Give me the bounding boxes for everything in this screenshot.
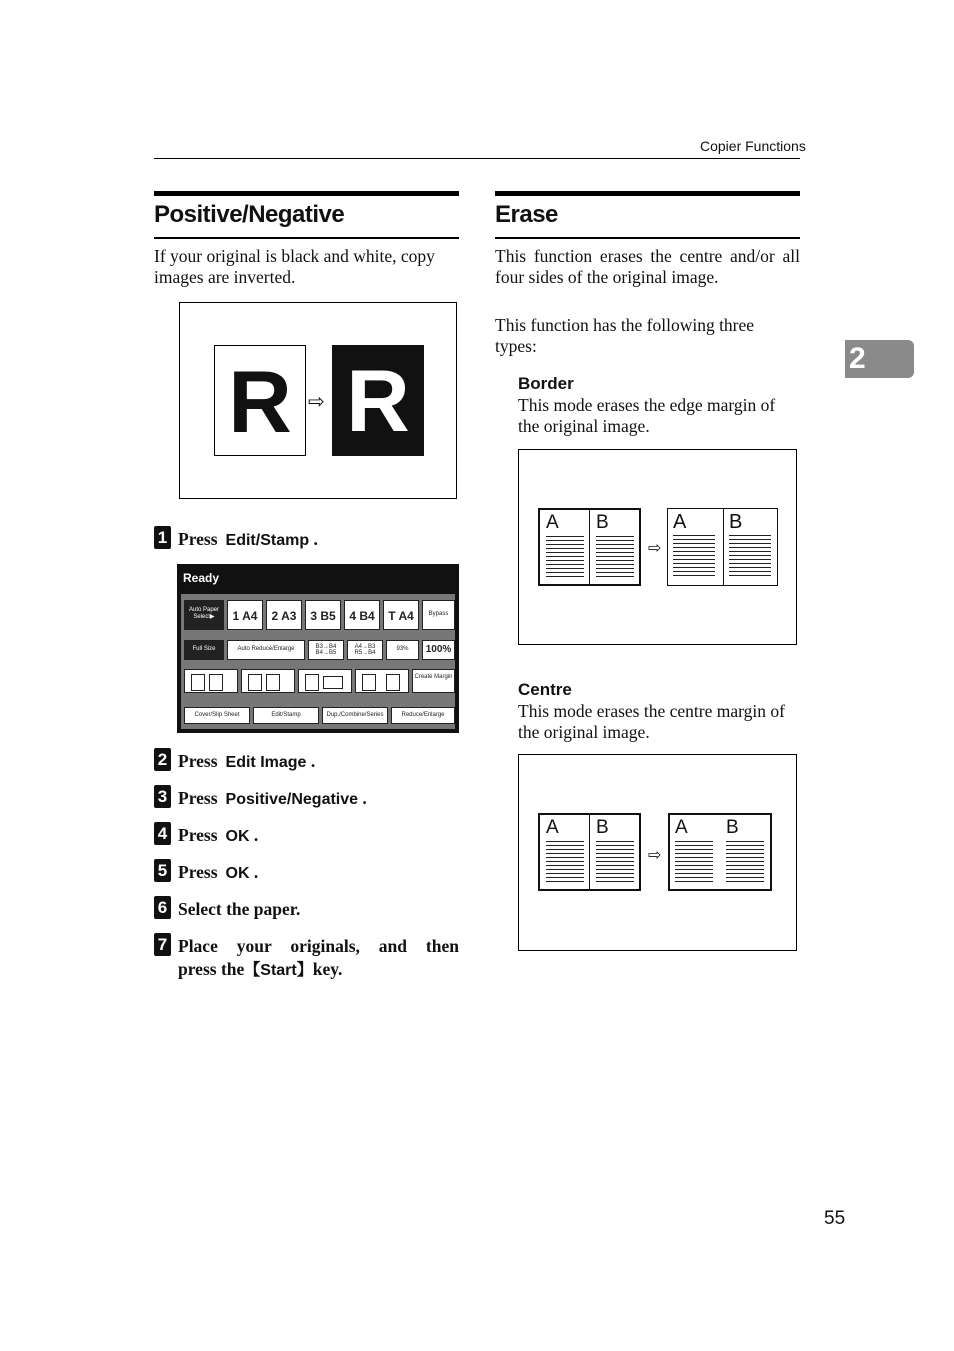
step-number: 3 <box>154 785 171 808</box>
step-suffix: . <box>310 751 316 771</box>
original-page <box>214 345 306 456</box>
section-title-rule <box>154 237 459 239</box>
auto-reduce-enlarge-button[interactable]: Auto Reduce/Enlarge <box>227 640 305 660</box>
step-number: 5 <box>154 859 171 882</box>
erase-intro: This function erases the centre and/or all four sides of the original image. <box>495 246 800 287</box>
step-number: 7 <box>154 933 171 956</box>
letter-b: B <box>596 817 609 838</box>
centre-erased-book <box>668 813 772 891</box>
copier-control-panel <box>177 564 459 733</box>
step-text: Press <box>178 529 218 549</box>
positive-negative-figure <box>179 302 457 499</box>
ratio-100-button[interactable]: 100% <box>422 640 455 660</box>
letter-a: A <box>546 512 559 533</box>
centre-figure <box>518 754 797 951</box>
original-letter: R <box>228 352 292 451</box>
step-number: 1 <box>154 526 171 549</box>
tray-1-button[interactable]: 1 A4 <box>227 600 263 630</box>
arrow-icon: ⇨ <box>648 540 662 557</box>
duplex-2-icon[interactable] <box>241 669 295 693</box>
step-suffix: . <box>362 788 367 808</box>
step-suffix: . <box>253 862 259 882</box>
step-number: 2 <box>154 748 171 771</box>
section-top-bar <box>154 191 459 196</box>
step-text: Press <box>178 751 218 771</box>
section-title-positive-negative: Positive/Negative <box>154 201 345 228</box>
letter-b: B <box>729 511 743 533</box>
step-number: 4 <box>154 822 171 845</box>
border-erased-book <box>667 508 778 586</box>
header-rule <box>154 158 800 159</box>
reduce-enlarge-button[interactable]: Reduce/Enlarge <box>391 707 455 724</box>
letter-a: A <box>675 817 688 838</box>
step-suffix: . <box>313 529 318 549</box>
full-size-button[interactable]: Full Size <box>184 640 224 660</box>
original-book <box>538 508 641 586</box>
arrow-icon: ⇨ <box>648 847 662 864</box>
erase-intro-types: This function has the following three types: <box>495 315 755 356</box>
key-label: OK <box>225 865 250 882</box>
border-heading: Border <box>518 374 574 393</box>
letter-b: B <box>726 817 739 838</box>
tray-4-button[interactable]: 4 B4 <box>344 600 380 630</box>
section-title-erase: Erase <box>495 201 558 228</box>
letter-a: A <box>546 817 559 838</box>
step-text-line2-end: key. <box>312 959 343 979</box>
step-text: Select the paper. <box>178 899 301 919</box>
edit-stamp-button[interactable]: Edit/Stamp <box>253 707 319 724</box>
start-key-label: 【Start】 <box>244 962 313 979</box>
step-text-line2: press the <box>178 959 245 979</box>
centre-heading: Centre <box>518 680 572 699</box>
tray-t-button[interactable]: T A4 <box>383 600 419 630</box>
inverted-letter: R <box>346 351 410 450</box>
section-title-rule <box>495 237 800 239</box>
tray-2-button[interactable]: 2 A3 <box>266 600 302 630</box>
inverted-page <box>332 345 424 456</box>
border-description: This mode erases the edge margin of the original image. <box>518 395 776 436</box>
step-text: Press <box>178 825 218 845</box>
step-text: Press <box>178 862 218 882</box>
status-ready: Ready <box>183 571 220 585</box>
key-label: OK <box>225 828 250 845</box>
cover-slip-sheet-button[interactable]: Cover/Slip Sheet <box>184 707 250 724</box>
auto-paper-select-button[interactable]: Auto Paper Select▶ <box>184 600 224 630</box>
key-label: Edit/Stamp <box>225 532 310 549</box>
ratio-93-button[interactable]: 93% <box>386 640 419 660</box>
tray-3-button[interactable]: 3 B5 <box>305 600 341 630</box>
combine-1-icon[interactable] <box>298 669 352 693</box>
step-text: Press <box>178 788 218 808</box>
key-label: Edit Image <box>225 754 307 771</box>
letter-b: B <box>596 512 609 533</box>
centre-description: This mode erases the centre margin of the original image. <box>518 701 785 742</box>
original-book <box>538 813 641 891</box>
reduce-preset-button[interactable]: B3→B4 B4→B5 <box>308 640 344 660</box>
step-suffix: . <box>253 825 259 845</box>
dup-combine-series-button[interactable]: Dup./Combine/Series <box>322 707 388 724</box>
duplex-1-icon[interactable] <box>184 669 238 693</box>
letter-a: A <box>673 511 687 533</box>
bypass-button[interactable]: Bypass <box>422 600 455 630</box>
border-figure <box>518 449 797 645</box>
step-text-line1: Place your originals, and then <box>178 936 459 956</box>
create-margin-button[interactable]: Create Margin <box>412 669 455 693</box>
page-number: 55 <box>824 1208 846 1229</box>
key-label: Positive/Negative <box>225 791 359 808</box>
positive-negative-intro: If your original is black and white, copy images are inverted. <box>154 246 435 287</box>
chapter-tab: 2 <box>845 340 914 378</box>
step-number: 6 <box>154 896 171 919</box>
combine-2-icon[interactable] <box>355 669 409 693</box>
running-header: Copier Functions <box>700 138 806 154</box>
arrow-icon: ⇨ <box>308 391 325 413</box>
section-top-bar <box>495 191 800 196</box>
enlarge-preset-button[interactable]: A4→B3 R5→B4 <box>347 640 383 660</box>
